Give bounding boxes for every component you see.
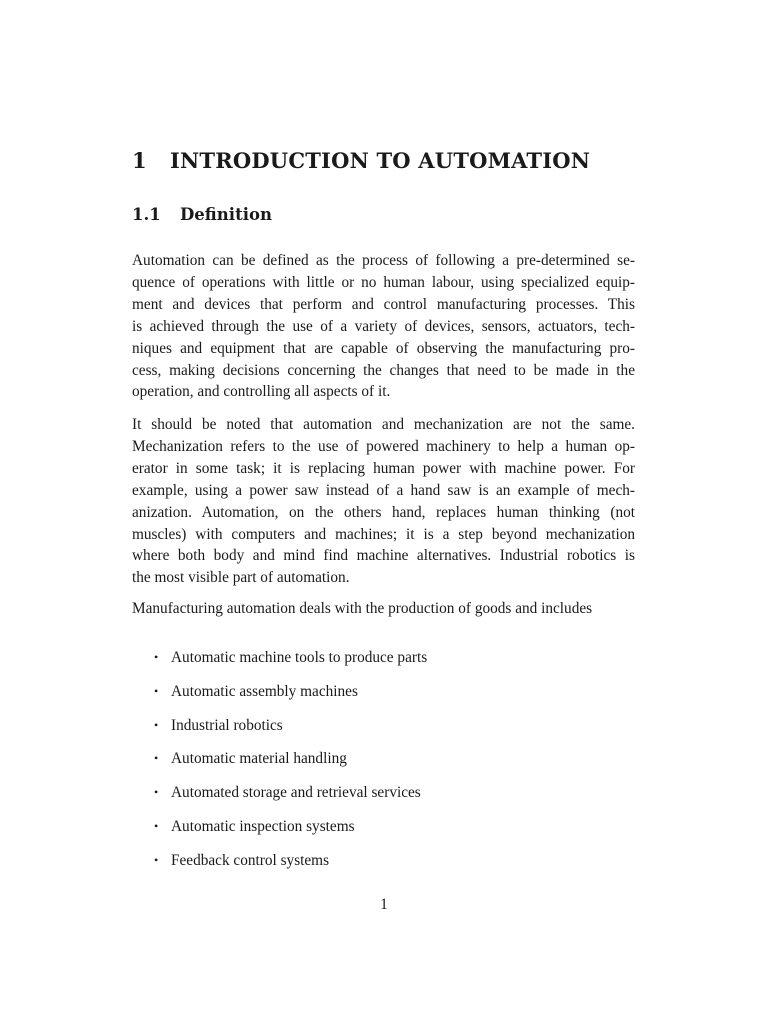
section-number: 1 [132,148,147,173]
subsection-title: Definition [180,205,272,224]
paragraph-mechanization [132,414,635,589]
paragraph-line: Mechanization refers to the use of powered machinery to help a human op- [132,437,635,455]
subsection-heading [132,205,272,224]
paragraph-line: where both body and mind find machine alternatives. Industrial robotics is [132,547,635,565]
list-item-text: Industrial robotics [171,716,283,734]
list-item-text: Automatic assembly machines [171,682,358,700]
automation-list [154,647,427,884]
bullet-icon: • [154,818,159,833]
list-item [154,748,427,782]
list-item-text: Feedback control systems [171,851,330,869]
list-item-text: Automated storage and retrieval services [171,784,421,802]
list-item-text: Automatic machine tools to produce parts [171,649,428,666]
page-number: 1 [380,896,388,913]
paragraph-definition [132,250,635,403]
list-item [154,647,427,681]
paragraph-line: is achieved through the use of a variety of devices, sensors, actuators, tech- [132,317,635,335]
paragraph-line: cess, making decisions concerning the changes that need to be made in the [132,361,635,379]
bullet-icon: • [154,751,159,766]
paragraph-line: quence of operations with little or no human labour, using specialized equip- [132,273,635,291]
bullet-icon: • [154,650,159,664]
subsection-number: 1.1 [132,205,161,224]
bullet-icon: • [154,683,159,698]
section-heading [132,148,590,173]
paragraph-line: the most visible part of automation. [132,569,350,587]
section-title: INTRODUCTION TO AUTOMATION [170,148,591,173]
paragraph-line: muscles) with computers and machines; it is a step beyond mechanization [132,525,635,543]
bullet-icon: • [154,717,159,732]
list-item-text: Automatic material handling [171,750,347,768]
bullet-icon: • [154,852,159,867]
list-item-text: Automatic inspection systems [171,817,355,835]
paragraph-line: Manufacturing automation deals with the production of goods and includes [132,600,593,617]
paragraph-line: erator in some task; it is replacing human power with machine power. For [132,459,635,477]
list-item [154,816,427,850]
paragraph-line: It should be noted that automation and mechanization are not the same. [132,416,635,433]
paragraph-line: operation, and controlling all aspects of it. [132,383,391,401]
list-item [154,782,427,816]
paragraph-manufacturing-intro [132,598,635,620]
paragraph-line: ment and devices that perform and control manufacturing processes. This [132,295,635,313]
list-item [154,715,427,749]
paragraph-line: example, using a power saw instead of a hand saw is an example of mech- [132,481,635,499]
list-item [154,850,427,884]
paragraph-line: niques and equipment that are capable of observing the manufacturing pro- [132,339,635,357]
paragraph-line: Automation can be defined as the process of following a pre-determined se- [132,252,635,269]
paragraph-line: anization. Automation, on the others hand, replaces human thinking (not [132,503,635,521]
list-item [154,681,427,715]
bullet-icon: • [154,785,159,800]
